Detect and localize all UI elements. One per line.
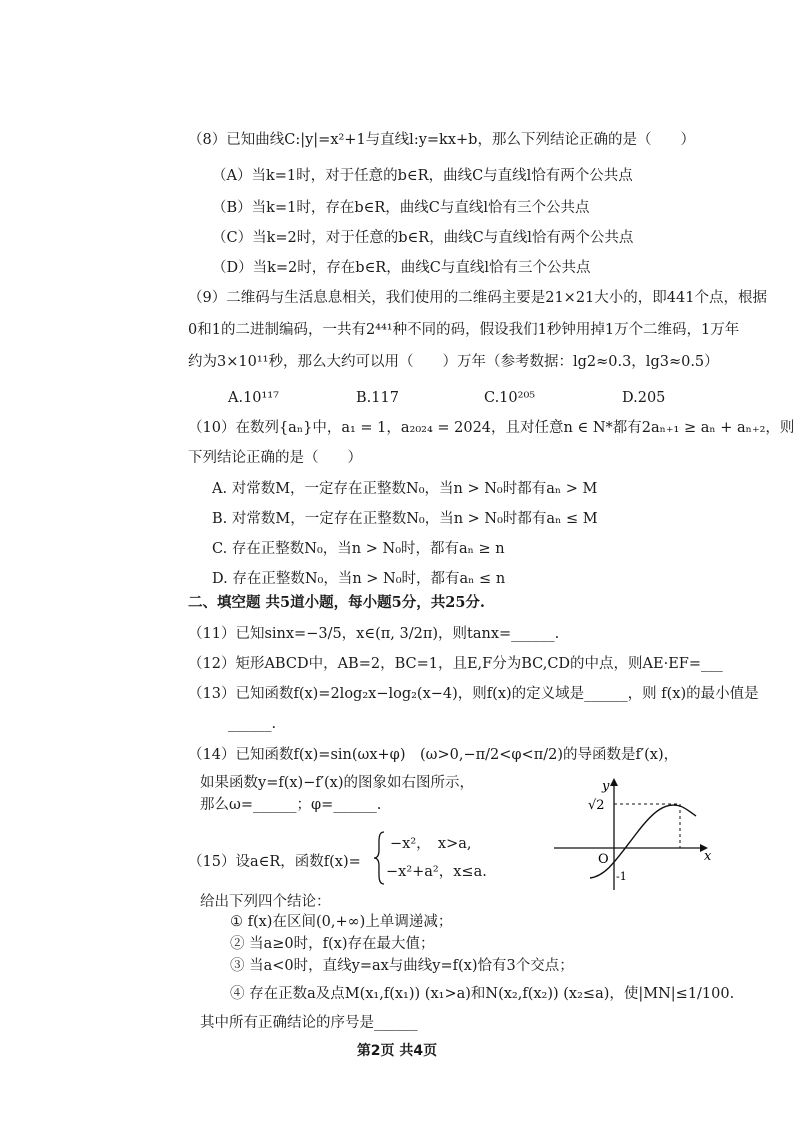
q13-line-2: ______. <box>228 716 277 732</box>
q15-item-3: ③ 当a<0时，直线y=ax与曲线y=f(x)恰有3个交点； <box>230 958 574 974</box>
piecewise-brace <box>372 830 386 886</box>
q9-option-b: B.117 <box>356 390 399 406</box>
q15-item-4: ④ 存在正数a及点M(x₁,f(x₁)) (x₁>a)和N(x₂,f(x₂)) (x₂≤a)，使|MN|≤1/100. <box>230 986 735 1002</box>
q14-line-2: 如果函数y=f(x)−f′(x)的图象如右图所示， <box>200 775 474 791</box>
q15-stem: （15）设a∈R，函数f(x)= <box>188 854 361 870</box>
q10-line-1: （10）在数列{aₙ}中，a₁ = 1，a₂₀₂₄ = 2024，且对任意n ∈ N*都有2aₙ₊₁ ≥ aₙ + aₙ₊₂，则 <box>188 420 794 436</box>
q14-line-3: 那么ω=______；φ=______. <box>200 797 382 813</box>
q10-option-a: A. 对常数M，一定存在正整数N₀，当n > N₀时都有aₙ > M <box>212 481 598 497</box>
function-graph <box>550 768 730 898</box>
page-footer: 第2页 共4页 <box>356 1043 438 1059</box>
q15-item-2: ② 当a≥0时，f(x)存在最大值； <box>230 936 435 952</box>
sqrt2-label: √2 <box>588 798 605 813</box>
q13-line-1: （13）已知函数f(x)=2log₂x−log₂(x−4)，则f(x)的定义域是______，则 f(x)的最小值是 <box>188 686 759 702</box>
q8-option-a: （A）当k=1时，对于任意的b∈R，曲线C与直线l恰有两个公共点 <box>212 168 633 184</box>
q15-piece-1: −x²， x>a, <box>390 836 472 852</box>
q9-option-d: D.205 <box>622 390 666 406</box>
q10-option-b: B. 对常数M，一定存在正整数N₀，当n > N₀时都有aₙ ≤ M <box>212 511 598 527</box>
q10-option-d: D. 存在正整数N₀，当n > N₀时，都有aₙ ≤ n <box>212 571 506 587</box>
y-axis-label: y <box>602 779 610 794</box>
x-axis-label: x <box>704 849 712 864</box>
q15-answer-prompt: 其中所有正确结论的序号是______ <box>200 1015 418 1031</box>
q15-item-1: ① f(x)在区间(0,+∞)上单调递减； <box>230 914 453 930</box>
q9-line-3: 约为3×10¹¹秒，那么大约可以用（ ）万年（参考数据：lg2≈0.3，lg3≈0.5） <box>188 354 719 370</box>
q11: （11）已知sinx=−3/5，x∈(π, 3/2π)，则tanx=______. <box>188 626 560 642</box>
q9-line-2: 0和1的二进制编码，一共有2⁴⁴¹种不同的码，假设我们1秒钟用掉1万个二维码，1万年 <box>188 322 740 338</box>
q9-option-c: C.10²⁰⁵ <box>484 390 536 406</box>
q12: （12）矩形ABCD中，AB=2，BC=1，且E,F分为BC,CD的中点，则AE·EF=___ <box>188 656 723 672</box>
q10-option-c: C. 存在正整数N₀，当n > N₀时，都有aₙ ≥ n <box>212 541 505 557</box>
neg1-label: -1 <box>616 870 627 883</box>
q15-piece-2: −x²+a²，x≤a. <box>386 864 487 880</box>
q9-option-a: A.10¹¹⁷ <box>228 390 279 406</box>
section-title: 二、填空题 共5道小题，每小题5分，共25分. <box>188 594 485 611</box>
q8-option-c: （C）当k=2时，对于任意的b∈R，曲线C与直线l恰有两个公共点 <box>212 230 634 246</box>
q14-line-1: （14）已知函数f(x)=sin(ωx+φ) (ω>0,−π/2<φ<π/2)的导函数是f′(x)， <box>188 747 679 763</box>
q8-stem: （8）已知曲线C:|y|=x²+1与直线l:y=kx+b，那么下列结论正确的是（ ） <box>188 132 695 148</box>
q9-line-1: （9）二维码与生活息息相关，我们使用的二维码主要是21×21大小的，即441个点，根据 <box>188 290 767 306</box>
origin-label: O <box>598 852 609 867</box>
q10-line-2: 下列结论正确的是（ ） <box>188 450 362 466</box>
q15-intro: 给出下列四个结论： <box>200 894 331 910</box>
q8-option-d: （D）当k=2时，存在b∈R，曲线C与直线l恰有三个公共点 <box>212 260 591 276</box>
q8-option-b: （B）当k=1时，存在b∈R，曲线C与直线l恰有三个公共点 <box>212 200 590 216</box>
